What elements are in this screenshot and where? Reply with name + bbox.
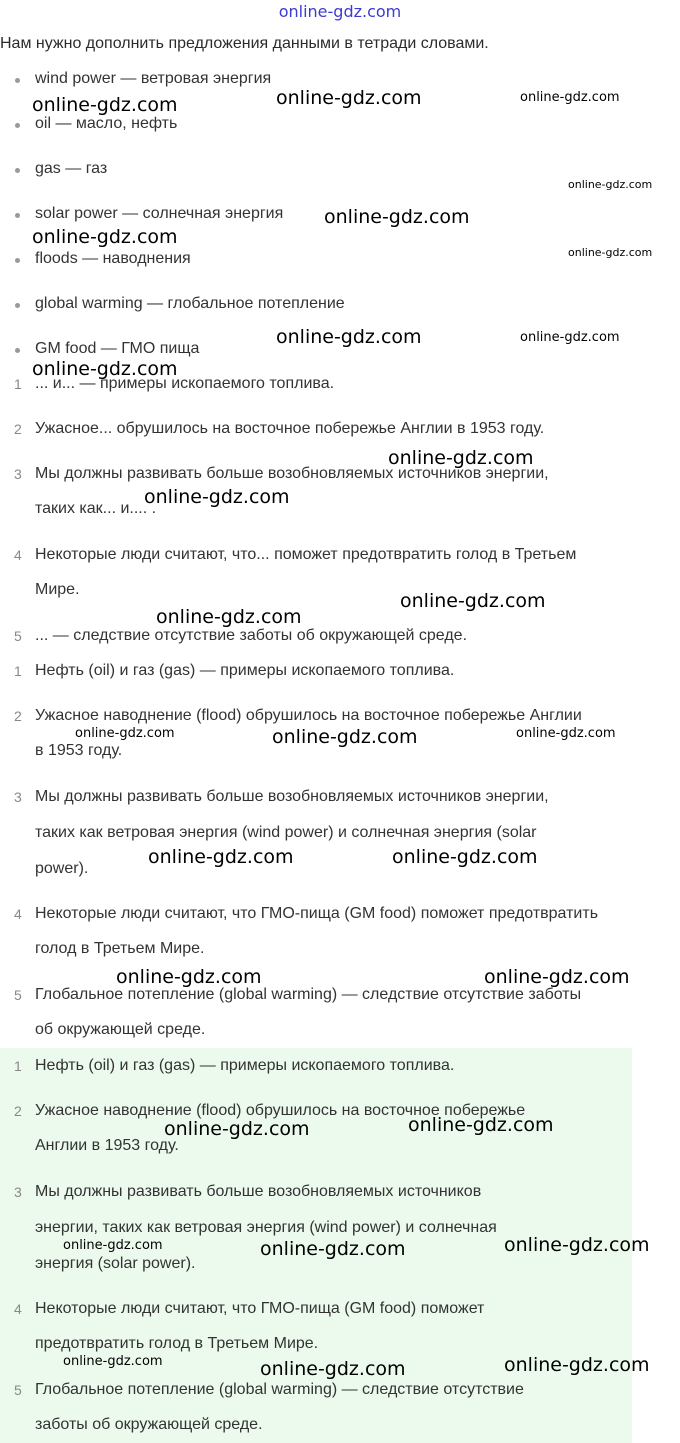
watermark: online-gdz.com xyxy=(63,1354,163,1369)
watermark: online-gdz.com xyxy=(144,486,290,508)
bullet-icon xyxy=(15,213,20,218)
watermark: online-gdz.com xyxy=(568,178,653,191)
watermark: online-gdz.com xyxy=(276,326,422,348)
watermark: online-gdz.com xyxy=(520,90,620,105)
watermark: online-gdz.com xyxy=(276,87,422,109)
header-watermark: online-gdz.com xyxy=(278,2,402,21)
watermark: online-gdz.com xyxy=(504,1354,650,1376)
watermark: online-gdz.com xyxy=(324,206,470,228)
watermark: online-gdz.com xyxy=(484,966,630,988)
watermark: online-gdz.com xyxy=(260,1358,406,1380)
bullet-icon xyxy=(15,348,20,353)
bullet-icon xyxy=(15,303,20,308)
watermark: online-gdz.com xyxy=(116,966,262,988)
list-item: gas — газ xyxy=(0,157,680,202)
watermark: online-gdz.com xyxy=(504,1234,650,1256)
list-item: oil — масло, нефть xyxy=(0,112,680,157)
list-item: global warming — глобальное потепление xyxy=(0,292,680,337)
watermark: online-gdz.com xyxy=(272,726,418,748)
watermark: online-gdz.com xyxy=(32,226,178,248)
list-item: GM food — ГМО пища xyxy=(0,337,680,382)
watermark: online-gdz.com xyxy=(32,94,178,116)
list-item: floods — наводнения xyxy=(0,247,680,292)
watermark: online-gdz.com xyxy=(400,590,546,612)
watermark: online-gdz.com xyxy=(392,846,538,868)
vocabulary-list xyxy=(0,67,680,382)
watermark: online-gdz.com xyxy=(516,726,616,741)
watermark: online-gdz.com xyxy=(63,1238,163,1253)
watermark: online-gdz.com xyxy=(520,330,620,345)
watermark: online-gdz.com xyxy=(32,358,178,380)
bullet-icon xyxy=(15,168,20,173)
intro-text: Нам нужно дополнить предложения данными в тетради словами. xyxy=(0,35,489,52)
watermark: online-gdz.com xyxy=(164,1118,310,1140)
bullet-icon xyxy=(15,123,20,128)
list-item: solar power — солнечная энергия xyxy=(0,202,680,247)
watermark: online-gdz.com xyxy=(156,606,302,628)
watermark: online-gdz.com xyxy=(408,1114,554,1136)
watermark: online-gdz.com xyxy=(568,246,653,259)
watermark: online-gdz.com xyxy=(388,447,534,469)
watermark: online-gdz.com xyxy=(75,726,175,741)
watermark: online-gdz.com xyxy=(260,1238,406,1260)
bullet-icon xyxy=(15,258,20,263)
bullet-icon xyxy=(15,78,20,83)
list-item: wind power — ветровая энергия xyxy=(0,67,680,112)
watermark: online-gdz.com xyxy=(148,846,294,868)
